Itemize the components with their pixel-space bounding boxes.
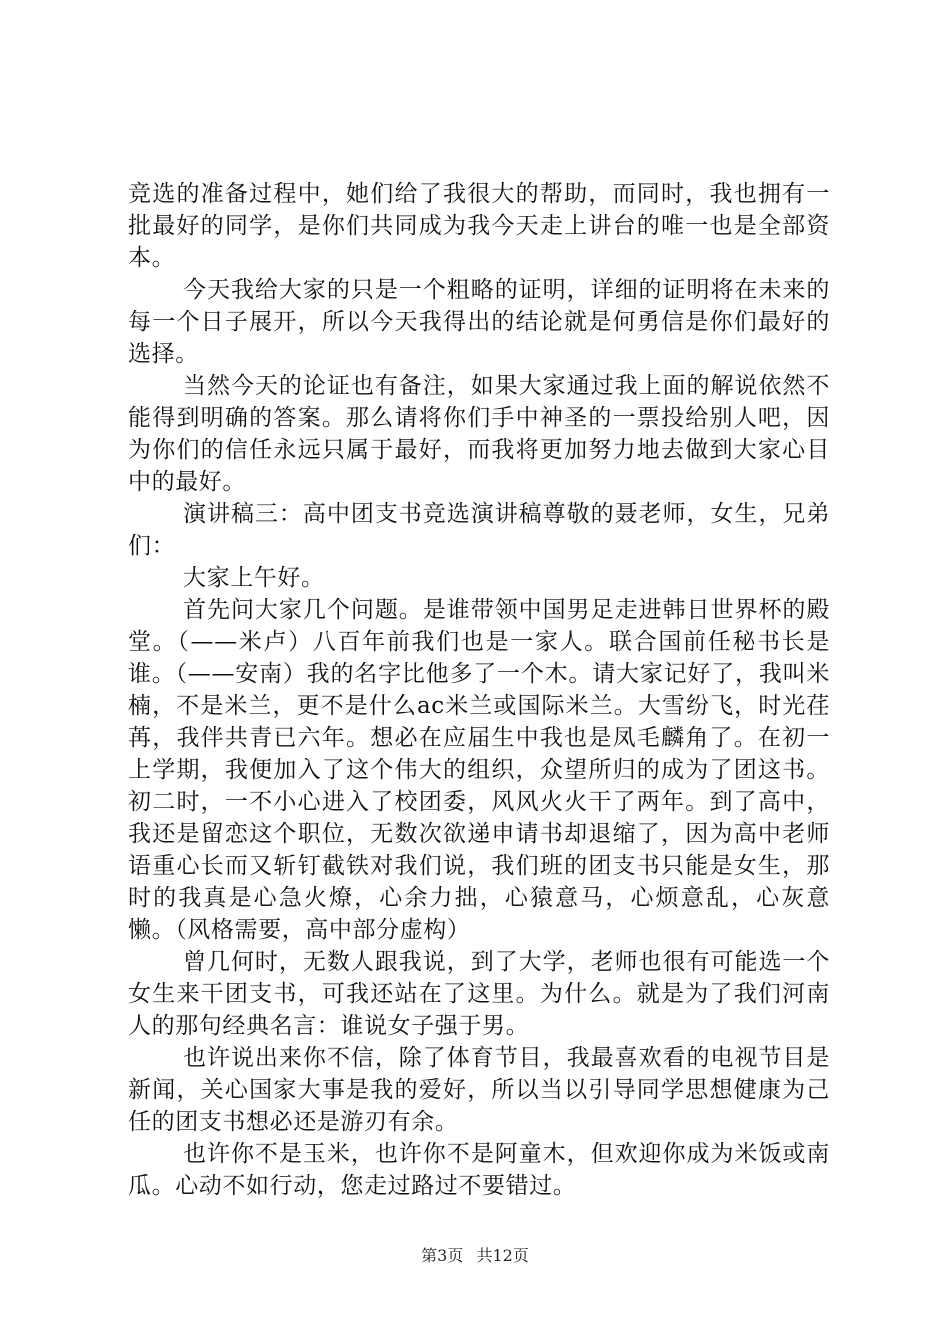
paragraph: 今天我给大家的只是一个粗略的证明，详细的证明将在未来的每一个日子展开，所以今天我得出的结论就是何勇信是你们最好的选择。	[128, 277, 830, 367]
page-footer	[0, 1243, 950, 1266]
paragraph: 也许你不是玉米，也许你不是阿童木，但欢迎你成为米饭或南瓜。心动不如行动，您走过路过不要错过。	[128, 1141, 830, 1199]
page-number: 第3页	[421, 1246, 464, 1265]
paragraph: 竞选的准备过程中，她们给了我很大的帮助，而同时，我也拥有一批最好的同学，是你们共同成为我今天走上讲台的唯一也是全部资本。	[128, 181, 830, 271]
page-total: 共12页	[476, 1246, 529, 1265]
paragraph: 当然今天的论证也有备注，如果大家通过我上面的解说依然不能得到明确的答案。那么请将你们手中神圣的一票投给别人吧，因为你们的信任永远只属于最好，而我将更加努力地去做到大家心目中的最好。	[128, 373, 830, 495]
paragraph: 曾几何时，无数人跟我说，到了大学，老师也很有可能选一个女生来干团支书，可我还站在了这里。为什么。就是为了我们河南人的那句经典名言：谁说女子强于男。	[128, 949, 830, 1039]
document-body	[128, 178, 830, 1202]
paragraph: 首先问大家几个问题。是谁带领中国男足走进韩日世界杯的殿堂。（——米卢）八百年前我们也是一家人。联合国前任秘书长是谁。（——安南）我的名字比他多了一个木。请大家记好了，我叫米楠，不是米兰，更不是什么ac米兰或国际米兰。大雪纷飞，时光荏苒，我伴共青已六年。想必在应届生中我也是凤毛麟角了。在初一上学期，我便加入了这个伟大的组织，众望所归的成为了团这书。初二时，一不小心进入了校团委，风风火火干了两年。到了高中，我还是留恋这个职位，无数次欲递申请书却退缩了，因为高中老师语重心长而又斩钉截铁对我们说，我们班的团支书只能是女生，那时的我真是心急火燎，心余力拙，心猿意马，心烦意乱，心灰意懒。（风格需要，高中部分虚构）	[128, 597, 830, 943]
paragraph: 也许说出来你不信，除了体育节目，我最喜欢看的电视节目是新闻，关心国家大事是我的爱好，所以当以引导同学思想健康为己任的团支书想必还是游刃有余。	[128, 1045, 830, 1135]
greeting-paragraph: 大家上午好。	[183, 565, 325, 591]
section-heading-paragraph: 演讲稿三：高中团支书竞选演讲稿尊敬的聂老师，女生，兄弟们：	[128, 501, 830, 559]
